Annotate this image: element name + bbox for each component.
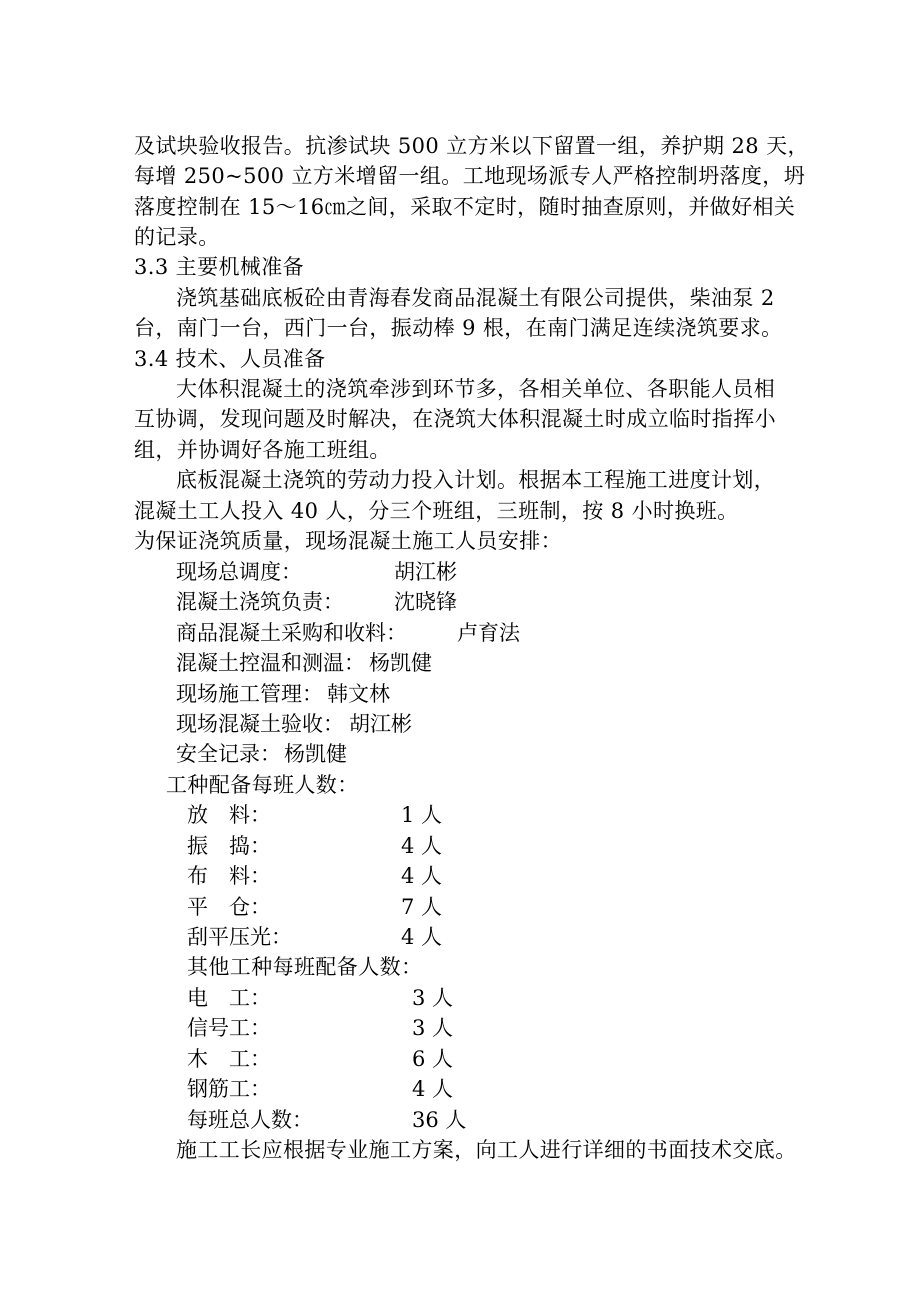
- trade-count: 4 人: [401, 834, 443, 858]
- trade-label: 振 捣：: [187, 834, 271, 858]
- trade-count: 36 人: [412, 1108, 467, 1132]
- trade-count: 3 人: [412, 986, 454, 1010]
- staff-role: 商品混凝土采购和收料：: [176, 621, 407, 645]
- body-line: 的记录。: [134, 225, 220, 249]
- body-line: 大体积混凝土的浇筑牵涉到环节多，各相关单位、各职能人员相: [176, 377, 776, 401]
- staff-name: 韩文林: [327, 682, 390, 706]
- other-trades-heading: 其他工种每班配备人数：: [187, 955, 423, 979]
- body-line: 落度控制在 15～16㎝之间，采取不定时，随时抽查原则，并做好相关: [134, 195, 796, 219]
- section-heading: 3.3 主要机械准备: [134, 255, 305, 279]
- trade-label: 信号工：: [187, 1016, 271, 1040]
- staff-name: 杨凯健: [369, 651, 432, 675]
- staff-role: 混凝土控温和测温：: [176, 651, 365, 675]
- trade-count: 4 人: [401, 864, 443, 888]
- closing-line: 施工工长应根据专业施工方案，向工人进行详细的书面技术交底。: [176, 1138, 797, 1162]
- trade-label: 木 工：: [187, 1047, 271, 1071]
- body-line: 及试块验收报告。抗渗试块 500 立方米以下留置一组，养护期 28 天，: [134, 134, 809, 158]
- body-line: 底板混凝土浇筑的劳动力投入计划。根据本工程施工进度计划，: [176, 468, 776, 492]
- body-line: 浇筑基础底板砼由青海春发商品混凝土有限公司提供，柴油泵 2: [176, 286, 775, 310]
- trade-label: 刮平压光：: [187, 925, 292, 949]
- body-line: 组，并协调好各施工班组。: [134, 438, 391, 462]
- trade-count: 4 人: [401, 925, 443, 949]
- staff-role: 混凝土浇筑负责：: [176, 590, 344, 614]
- body-line: 台，南门一台，西门一台，振动棒 9 根，在南门满足连续浇筑要求。: [134, 316, 783, 340]
- trade-label: 电 工：: [187, 986, 271, 1010]
- body-line: 互协调，发现问题及时解决，在浇筑大体积混凝土时成立临时指挥小: [134, 407, 776, 431]
- staff-role: 现场施工管理：: [176, 682, 323, 706]
- trade-label: 放 料：: [187, 803, 271, 827]
- staff-role: 现场总调度：: [176, 560, 302, 584]
- trade-label: 每班总人数：: [187, 1108, 313, 1132]
- trade-label: 平 仓：: [187, 895, 271, 919]
- staff-role: 安全记录：: [176, 742, 281, 766]
- staff-name: 杨凯健: [284, 742, 347, 766]
- trade-label: 布 料：: [187, 864, 271, 888]
- trade-count: 4 人: [412, 1077, 454, 1101]
- body-line: 每增 250~500 立方米增留一组。工地现场派专人严格控制坍落度，坍: [134, 164, 806, 188]
- staff-name: 卢育法: [457, 621, 520, 645]
- staff-name: 胡江彬: [394, 560, 457, 584]
- trade-count: 6 人: [412, 1047, 454, 1071]
- staff-intro: 为保证浇筑质量，现场混凝土施工人员安排：: [134, 529, 562, 553]
- trade-count: 7 人: [401, 895, 443, 919]
- section-heading: 3.4 技术、人员准备: [134, 347, 326, 371]
- trades-heading: 工种配备每班人数：: [166, 773, 359, 797]
- trade-count: 3 人: [412, 1016, 454, 1040]
- staff-name: 胡江彬: [349, 712, 412, 736]
- trade-label: 钢筋工：: [187, 1077, 271, 1101]
- body-line: 混凝土工人投入 40 人，分三个班组，三班制，按 8 小时换班。: [134, 499, 739, 523]
- staff-role: 现场混凝土验收：: [176, 712, 344, 736]
- trade-count: 1 人: [401, 803, 443, 827]
- staff-name: 沈晓锋: [394, 590, 457, 614]
